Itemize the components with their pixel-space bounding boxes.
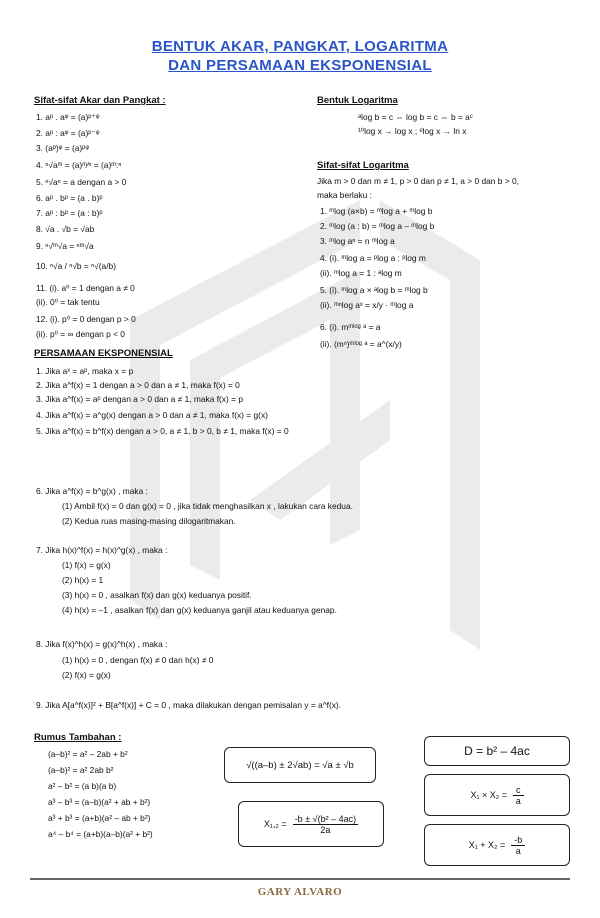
- sqrt-formula-box: [224, 747, 376, 783]
- item6-sub2: (2) Kedua ruas masing-masing dilogaritmakan.: [62, 516, 236, 526]
- list-item: 2. aᵖ : aᵠ = (a)ᵖ⁻ᵠ: [36, 127, 100, 138]
- sum-denominator: a: [515, 845, 521, 856]
- list-item: 12. (i). p⁰ = 0 dengan p > 0: [36, 314, 136, 324]
- item8-head: 8. Jika f(x)^h(x) = g(x)^h(x) , maka :: [36, 639, 168, 649]
- akar-pangkat-list: [36, 112, 136, 343]
- footer-divider: [30, 878, 570, 880]
- item8-sub1: (1) h(x) = 0 , dengan f(x) ≠ 0 dan h(x) ≠ 0: [62, 655, 214, 665]
- item6-head: 6. Jika a^f(x) = b^g(x) , maka :: [36, 486, 148, 496]
- list-item: 4. (i). ᵐlog a = ᵖlog a : ᵖlog m: [320, 253, 426, 263]
- sifat-log-list: [320, 206, 434, 354]
- abc-numerator: -b ± √(b² – 4ac): [294, 813, 357, 824]
- list-item: (ii). (mⁿ)ᵐˡᵒᵍ ᵃ = a^(x/y): [320, 339, 402, 349]
- list-item: 6. aᵖ . bᵖ = (a . b)ᵖ: [36, 192, 103, 203]
- item7-sub4: (4) h(x) = –1 , asalkan f(x) dan g(x) keduanya ganjil atau keduanya genap.: [62, 605, 337, 615]
- sifat-log-intro2: maka berlaku :: [317, 190, 372, 200]
- footer-author: GARY ALVARO: [257, 886, 343, 898]
- list-item: 1. Jika aˣ = aᵖ, maka x = p: [36, 366, 134, 376]
- item7-sub1: (1) f(x) = g(x): [62, 560, 111, 570]
- item6-sub1: (1) Ambil f(x) = 0 dan g(x) = 0 , jika tidak menghasilkan x , lakukan cara kedua.: [62, 501, 353, 511]
- sifat-log-intro1: Jika m > 0 dan m ≠ 1, p > 0 dan p ≠ 1, a > 0 dan b > 0,: [317, 176, 519, 186]
- bentuk-log-heading: Bentuk Logaritma: [317, 95, 398, 106]
- product-denominator: a: [515, 795, 521, 806]
- discriminant-box: [424, 736, 570, 766]
- discriminant-formula: D = b² – 4ac: [464, 744, 530, 758]
- list-item: 3. Jika a^f(x) = aᵖ dengan a > 0 dan a ≠ 1, maka f(x) = p: [36, 394, 243, 404]
- list-item: 2. Jika a^f(x) = 1 dengan a > 0 dan a ≠ 1, maka f(x) = 0: [36, 380, 240, 390]
- abc-fraction: [293, 814, 358, 835]
- list-item: (ii). 0⁰ = tak tentu: [36, 297, 100, 307]
- bentuk-log-line2: ¹⁰log x → log x ; ᵉlog x → ln x: [358, 126, 467, 136]
- sum-lhs: X₁ + X₂ =: [468, 840, 506, 850]
- sifat-log-heading: Sifat-sifat Logaritma: [317, 160, 409, 171]
- item7-sub2: (2) h(x) = 1: [62, 575, 104, 585]
- list-item: 4. ⁿ√aᵐ = (a)ᵐ⁄ⁿ = (a)ᵐ:ⁿ: [36, 160, 122, 170]
- item7-head: 7. Jika h(x)^f(x) = h(x)^g(x) , maka :: [36, 545, 168, 555]
- abc-formula-box: [238, 801, 384, 847]
- akar-pangkat-heading: Sifat-sifat Akar dan Pangkat :: [34, 95, 166, 106]
- sum-fraction: [511, 835, 525, 856]
- product-lhs: X₁ × X₂ =: [470, 790, 508, 800]
- rumus-heading: Rumus Tambahan :: [34, 732, 122, 743]
- list-item: 1. aᵖ . aᵠ = (a)ᵖ⁺ᵠ: [36, 112, 100, 122]
- list-item: a² – b² = (a b)(a b): [48, 781, 117, 791]
- list-item: (ii). ᵐlog a = 1 : ᵃlog m: [320, 268, 402, 278]
- list-item: 6. (i). mᵐˡᵒᵍ ᵃ = a: [320, 322, 381, 332]
- bentuk-log-line1: ᵃlog b = c ⇔ log b = c ⇔ b = aᶜ: [358, 112, 473, 122]
- list-item: 7. aᵖ : bᵖ = (a : b)ᵖ: [36, 208, 103, 218]
- list-item: 11. (i). a⁰ = 1 dengan a ≠ 0: [36, 282, 135, 293]
- list-item: 9. ⁿ√ᵐ√a = ⁿᵐ√a: [36, 240, 94, 251]
- persamaan-list: [36, 366, 289, 442]
- persamaan-heading: PERSAMAAN EKSPONENSIAL: [34, 348, 173, 359]
- abc-denominator: 2a: [320, 824, 331, 835]
- list-item: 1. ᵐlog (a×b) = ᵐlog a + ᵐlog b: [320, 206, 433, 216]
- item7-sub3: (3) h(x) = 0 , asalkan f(x) dan g(x) keduanya positif.: [62, 590, 252, 600]
- page-title-line1: BENTUK AKAR, PANGKAT, LOGARITMA: [151, 38, 449, 55]
- list-item: (ii). ᵐⁿlog aˣ = x/y · ᵐlog a: [320, 300, 414, 310]
- abc-lhs: X₁,₂ =: [263, 819, 287, 829]
- list-item: 4. Jika a^f(x) = a^g(x) dengan a > 0 dan a ≠ 1, maka f(x) = g(x): [36, 410, 268, 420]
- page-title-line2: DAN PERSAMAAN EKSPONENSIAL: [168, 57, 432, 74]
- list-item: 8. √a . √b = √ab: [36, 223, 95, 234]
- list-item: a³ + b³ = (a+b)(a² – ab + b²): [48, 813, 151, 823]
- product-numerator: c: [513, 785, 524, 796]
- list-item: (a–b)² = a² – 2ab + b²: [48, 749, 128, 759]
- item9: 9. Jika A[a^f(x)]² + B[a^f(x)] + C = 0 , maka dilakukan dengan pemisalan y = a^f(x).: [36, 700, 342, 710]
- list-item: 5. Jika a^f(x) = b^f(x) dengan a > 0, a ≠ 1, b > 0, b ≠ 1, maka f(x) = 0: [36, 426, 289, 436]
- list-item: 5. ⁿ√aⁿ = a dengan a > 0: [36, 177, 127, 187]
- sqrt-formula: √((a–b) ± 2√ab) = √a ± √b: [246, 759, 354, 771]
- list-item: a³ – b³ = (a–b)(a² + ab + b²): [48, 797, 151, 807]
- list-item: 3. (aᵖ)ᵠ = (a)ᵖᵠ: [36, 143, 90, 153]
- item8-sub2: (2) f(x) = g(x): [62, 670, 111, 680]
- sum-numerator: -b: [511, 835, 525, 846]
- list-item: 3. ᵐlog aⁿ = n ᵐlog a: [320, 236, 395, 246]
- list-item: (a–b)² = a² 2ab b²: [48, 765, 114, 775]
- rumus-list: [48, 749, 153, 845]
- product-roots-box: [424, 774, 570, 816]
- sum-roots-box: [424, 824, 570, 866]
- list-item: 10. ⁿ√a / ⁿ√b = ⁿ√(a/b): [36, 260, 116, 271]
- list-item: 5. (i). ᵐlog a × ᵃlog b = ᵐlog b: [320, 285, 428, 295]
- list-item: 2. ᵐlog (a : b) = ᵐlog a – ᵐlog b: [320, 221, 435, 231]
- list-item: a⁴ – b⁴ = (a+b)(a–b)(a² + b²): [48, 829, 153, 839]
- list-item: (ii). p⁰ = ∞ dengan p < 0: [36, 328, 125, 339]
- product-fraction: [513, 785, 524, 806]
